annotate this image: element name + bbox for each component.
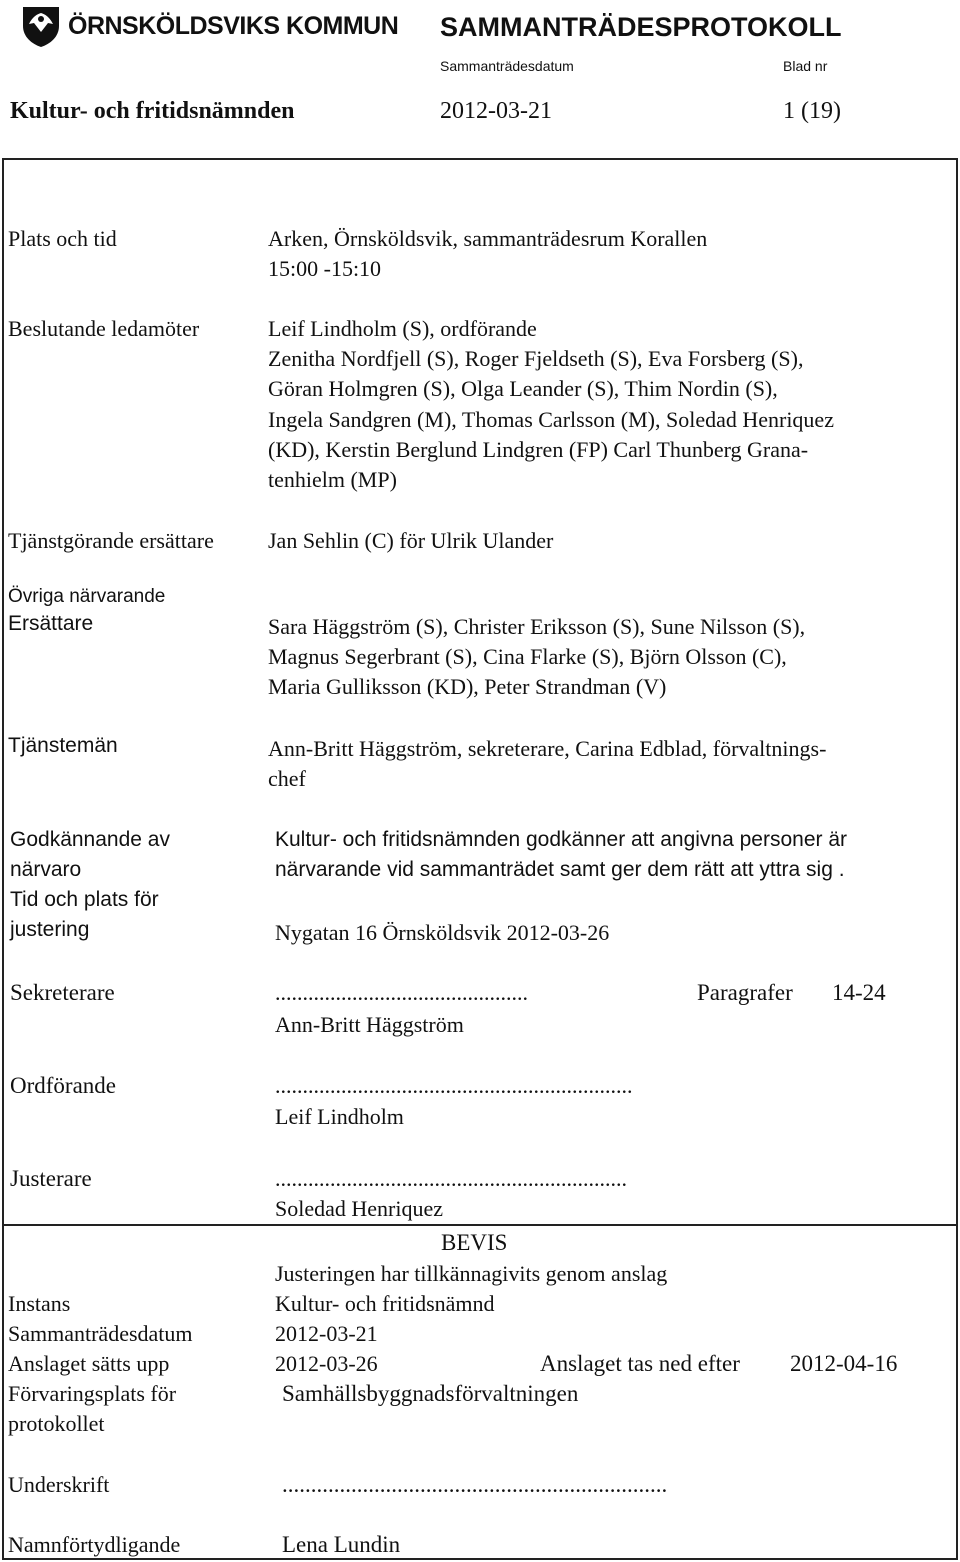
name-clarification-label: Namnförtydligande — [8, 1532, 181, 1557]
secretary-name: Ann-Britt Häggström — [275, 1012, 464, 1037]
place-line: Arken, Örnsköldsvik, sammanträdesrum Korallen — [268, 226, 708, 251]
time-line: 15:00 -15:10 — [268, 256, 382, 281]
members-line: Göran Holmgren (S), Olga Leander (S), Thim Nordin (S), — [268, 376, 778, 401]
meeting-date: 2012-03-21 — [440, 98, 552, 124]
chair-label: Ordförande — [10, 1073, 117, 1098]
adjust-label: justering — [10, 918, 90, 941]
deputies-line: Magnus Segerbrant (S), Cina Flarke (S), Björn Olsson (C), — [268, 644, 787, 669]
frame-left — [2, 158, 4, 1560]
frame-top — [2, 158, 958, 160]
deputies-line: Sara Häggström (S), Christer Eriksson (S), Sune Nilsson (S), — [268, 614, 806, 639]
instance-label: Instans — [8, 1291, 71, 1316]
paragraphs-label: Paragrafer — [697, 980, 793, 1005]
certificate-title: BEVIS — [441, 1230, 508, 1255]
committee-title: Kultur- och fritidsnämnden — [10, 98, 295, 124]
members-line: tenhielm (MP) — [268, 467, 397, 492]
adjuster-signature-line: ................................................................ — [275, 1166, 627, 1191]
officials-line: Ann-Britt Häggström, sekreterare, Carina Edblad, förvaltnings- — [268, 736, 827, 761]
certificate-statement: Justeringen har tillkännagivits genom anslag — [275, 1261, 668, 1286]
date-caption: Sammanträdesdatum — [440, 58, 574, 74]
removed-label: Anslaget tas ned efter — [540, 1351, 740, 1376]
deputies-label: Ersättare — [8, 612, 94, 635]
signature-label: Underskrift — [8, 1472, 110, 1497]
name-clarification-value: Lena Lundin — [282, 1532, 401, 1557]
approval-line: Kultur- och fritidsnämnden godkänner att angivna personer är — [275, 828, 848, 851]
instance-value: Kultur- och fritidsnämnd — [275, 1291, 495, 1316]
logo-text: ÖRNSKÖLDSVIKS KOMMUN — [68, 12, 399, 40]
adjust-value: Nygatan 16 Örnsköldsvik 2012-03-26 — [275, 920, 610, 945]
substitutes-value: Jan Sehlin (C) för Ulrik Ulander — [268, 528, 554, 553]
posted-value: 2012-03-26 — [275, 1351, 378, 1376]
officials-label: Tjänstemän — [8, 734, 118, 757]
cert-date-value: 2012-03-21 — [275, 1321, 378, 1346]
adjuster-name: Soledad Henriquez — [275, 1196, 443, 1221]
page-number: 1 (19) — [783, 98, 841, 124]
deputies-line: Maria Gulliksson (KD), Peter Strandman (V) — [268, 674, 667, 699]
chair-signature-line: ................................................................. — [275, 1073, 633, 1098]
approval-line: närvarande vid sammanträdet samt ger dem rätt att yttra sig . — [275, 858, 845, 881]
members-label: Beslutande ledamöter — [8, 316, 200, 341]
members-line: Zenitha Nordfjell (S), Roger Fjeldseth (S), Eva Forsberg (S), — [268, 346, 804, 371]
page-caption: Blad nr — [783, 58, 828, 74]
certificate-divider — [2, 1224, 958, 1226]
coat-of-arms-icon — [20, 4, 62, 48]
document-type: SAMMANTRÄDESPROTOKOLL — [440, 12, 842, 42]
storage-value: Samhällsbyggnadsförvaltningen — [282, 1381, 579, 1406]
secretary-label: Sekreterare — [10, 980, 115, 1005]
approval-label: Godkännande av — [10, 828, 170, 851]
posted-label: Anslaget sätts upp — [8, 1351, 170, 1376]
adjuster-label: Justerare — [10, 1166, 92, 1191]
paragraphs-value: 14-24 — [832, 980, 886, 1005]
members-line: (KD), Kerstin Berglund Lindgren (FP) Carl Thunberg Grana- — [268, 437, 809, 462]
secretary-signature-line: .............................................. — [275, 980, 528, 1005]
storage-label: Förvaringsplats för — [8, 1381, 177, 1406]
chair-name: Leif Lindholm — [275, 1104, 404, 1129]
approval-label: närvaro — [10, 858, 82, 881]
officials-line: chef — [268, 766, 306, 791]
substitutes-label: Tjänstgörande ersättare — [8, 528, 214, 553]
place-label: Plats och tid — [8, 226, 117, 251]
storage-label: protokollet — [8, 1411, 105, 1436]
members-line: Ingela Sandgren (M), Thomas Carlsson (M), Soledad Henriquez — [268, 407, 834, 432]
others-label: Övriga närvarande — [8, 586, 166, 607]
adjust-label: Tid och plats för — [10, 888, 159, 911]
removed-value: 2012-04-16 — [790, 1351, 898, 1376]
cert-date-label: Sammanträdesdatum — [8, 1321, 193, 1346]
frame-right — [956, 158, 958, 1560]
signature-line: ................................................................... — [282, 1472, 668, 1497]
municipality-logo — [20, 4, 399, 48]
members-line: Leif Lindholm (S), ordförande — [268, 316, 537, 341]
